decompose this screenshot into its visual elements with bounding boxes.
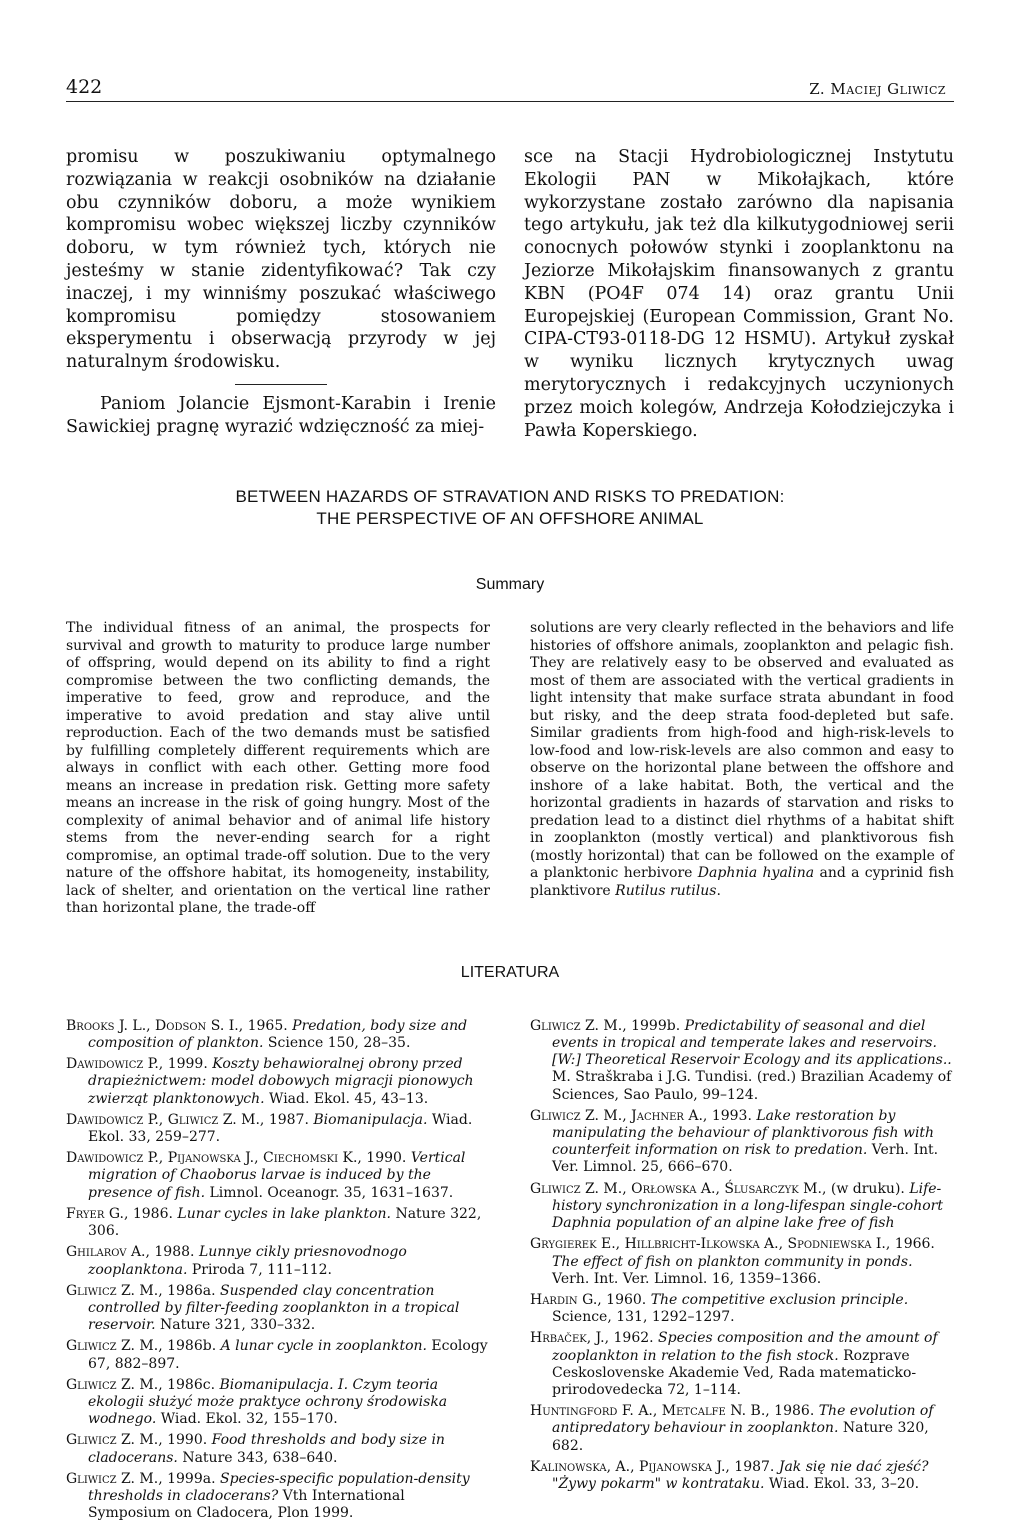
reference-title: Jak się nie dać zjeść? "Żywy pokarm" w kontrataku. (552, 1458, 929, 1492)
reference-entry (66, 1018, 490, 1052)
reference-source: Nature 321, 330–332. (155, 1317, 316, 1334)
intro-right-column (524, 146, 954, 442)
reference-year: 1987. (264, 1111, 314, 1128)
reference-entry (530, 1181, 954, 1233)
reference-year: 1986. (128, 1205, 178, 1222)
acknowledgement-paragraph: Paniom Jolancie Ejsmont-Karabin i Irenie Sawickiej pragnę wyrazić wdzięczność za miej- (66, 393, 496, 437)
english-title-line2: THE PERSPECTIVE OF AN OFFSHORE ANIMAL (316, 509, 704, 529)
reference-year: 1987. (729, 1458, 779, 1475)
species-name: Daphnia hyalina (697, 865, 815, 882)
intro-section (66, 146, 954, 442)
reference-source: Priroda 7, 111–112. (187, 1261, 333, 1278)
reference-title: Biomanipulacja. (313, 1111, 428, 1128)
summary-right-column (530, 620, 954, 918)
reference-year: 1999b. (626, 1017, 685, 1034)
reference-entry (530, 1292, 954, 1326)
reference-authors: Gliwicz Z. M., (530, 1017, 627, 1034)
reference-title: A lunar cycle in zooplankton. (220, 1338, 427, 1355)
summary-text-right-a: solutions are very clearly reflected in the behaviors and life histories of offshore animals, zooplankton and pelagic fish. They are relatively easy to be observed and evaluated as most of them are associated with the vertical gradients in light intensity that make surface strata abundant in food but risky, and the deep strata food-depleted but safe. Similar gradients from high-food and high-risk-levels to low-food and low-risk-levels are also common and easy to observe on the horizontal plane between the offshore and inshore of a lake habitat. Both, the vertical and the horizontal gradients in hazards of starvation and risks to predation lead to a distinct diel rhythms of a habitat shift in zooplankton (mostly vertical) and planktivorous fish (mostly horizontal) that can be followed on the example of a planktonic herbivore (530, 620, 954, 882)
reference-year: 1999. (163, 1056, 213, 1073)
reference-authors: Gliwicz Z. M., Jachner A., (530, 1107, 708, 1124)
reference-entry (66, 1244, 490, 1278)
summary-heading: Summary (475, 576, 545, 594)
reference-title: Suspended clay concentration controlled by filter-feeding zooplankton in a tropical reservoir. (88, 1282, 460, 1334)
reference-year: 1962. (609, 1330, 659, 1347)
summary-text-left: The individual fitness of an animal, the prospects for survival and growth to maturity to produce large number of offspring, would depend on its ability to find a right compromise between the two conflicting demands, the imperative to feed, grow and reproduce, and the imperative to avoid predation and stay alive until reproduction. Each of the two demands must be satisfied by fulfilling completely different requirements which are always in conflict with each other. Getting more food means an increase in predation risk. Getting more safety means an increase in the risk of going hungry. Most of the complexity of animal behavior and of animal life history stems from the never-ending search for a right compromise, an optimal trade-off solution. Due to the very nature of the offshore habitat, its homogeneity, instability, lack of shelter, and orientation on the vertical line rather than horizontal plane, the trade-off (66, 620, 490, 917)
reference-source: Wiad. Ekol. 45, 43–13. (264, 1090, 429, 1107)
reference-title: Lunar cycles in lake plankton. (177, 1205, 391, 1222)
reference-title: Food thresholds and body size in cladocerans. (88, 1432, 445, 1466)
reference-title: Predictability of seasonal and diel events in tropical and temperate lakes and reservoirs. [W:] Theoretical Reservoir Ecology and its applications.. (552, 1017, 952, 1069)
english-title-line1: BETWEEN HAZARDS OF STRAVATION AND RISKS TO PREDATION: (235, 487, 785, 507)
reference-entry (530, 1108, 954, 1177)
reference-year: 1965. (243, 1017, 293, 1034)
reference-authors: Gliwicz Z. M., (66, 1282, 163, 1299)
summary-text-right (530, 620, 954, 900)
reference-year: (w druku). (826, 1180, 910, 1197)
reference-authors: Grygierek E., Hillbricht-Ilkowska A., Spodniewska I., (530, 1236, 891, 1253)
reference-source: Nature 322, 306. (88, 1205, 482, 1240)
reference-title: The effect of fish on plankton community in ponds. (552, 1253, 913, 1270)
reference-title: Biomanipulacja. I. Czym teoria ekologii służyć może praktyce ochrony środowiska wodnego. (88, 1376, 448, 1428)
reference-source: Verh. Int. Ver. Limnol. 25, 666–670. (552, 1142, 939, 1176)
reference-year: 1988. (149, 1244, 199, 1261)
reference-entry (66, 1471, 490, 1523)
reference-title: Lunnye cikly priesnovodnogo zooplanktona. (88, 1244, 407, 1278)
reference-authors: Dawidowicz P., Gliwicz Z. M., (66, 1111, 265, 1128)
reference-authors: Brooks J. L., Dodson S. I., (66, 1017, 244, 1034)
reference-source: Ecology 67, 882–897. (88, 1338, 488, 1372)
reference-source: Science, 131, 1292–1297. (552, 1309, 735, 1326)
reference-title: Lake restoration by manipulating the behaviour of planktivorous fish with counterfeit information on risk to predation. (552, 1107, 935, 1159)
intro-paragraph: promisu w poszukiwaniu optymalnego rozwiązania w reakcji osobników na działanie obu czynników doboru, a może wynikiem kompromisu wobec większej liczby czynników doboru, w tym również tych, których nie jesteśmy w stanie zidentyfikować? Tak czy inaczej, i my winniśmy poszukać właściwego kompromisu pomiędzy stosowaniem eksperymentu i obserwacją przyrody w jej naturalnym środowisku. (66, 147, 496, 373)
species-name: Rutilus rutilus (615, 882, 717, 899)
reference-title: Species-specific population-density thresholds in cladocerans? (88, 1470, 470, 1504)
reference-source: Nature 343, 638–640. (177, 1449, 338, 1466)
reference-authors: Hrbaček, J., (530, 1330, 610, 1347)
summary-end: . (716, 882, 721, 899)
running-author: Z. Maciej Gliwicz (809, 80, 946, 98)
reference-source: Nature 320, 682. (552, 1420, 929, 1454)
reference-title: Predation, body size and composition of plankton. (88, 1017, 468, 1052)
reference-year: 1986c. (162, 1376, 220, 1393)
reference-authors: Ghilarov A., (66, 1244, 150, 1261)
reference-source: Rozprave Ceskoslovenske Akademie Ved, Rada matematicko-prirodovedecka 72, 1–114. (552, 1347, 917, 1398)
running-header (66, 76, 954, 102)
reference-entry (66, 1338, 490, 1372)
references-section (66, 1018, 954, 1526)
reference-year: 1999a. (162, 1470, 220, 1487)
summary-text-right-b: and a cyprinid fish planktivore (530, 865, 955, 899)
reference-year: 1966. (890, 1236, 935, 1253)
reference-authors: Gliwicz Z. M., (66, 1432, 163, 1449)
references-right-column (530, 1018, 954, 1526)
reference-entry (66, 1206, 490, 1240)
reference-year: 1986. (769, 1403, 819, 1420)
reference-title: The evolution of antipredatory behaviour in zooplankton. (552, 1403, 934, 1437)
page-number: 422 (66, 76, 103, 98)
reference-source: Science 150, 28–35. (263, 1035, 411, 1052)
reference-entry (66, 1377, 490, 1429)
reference-entry (66, 1150, 490, 1202)
reference-source: Wiad. Ekol. 33, 3–20. (764, 1475, 920, 1492)
summary-left-column (66, 620, 490, 918)
reference-year: 1990. (361, 1150, 411, 1167)
reference-year: 1960. (601, 1291, 651, 1308)
reference-title: Koszty behawioralnej obrony przed drapieżnictwem: model dobowych migracji pionowych zwierząt planktonowych. (88, 1056, 474, 1107)
reference-authors: Gliwicz Z. M., (66, 1338, 163, 1355)
reference-entry (530, 1236, 954, 1288)
summary-section (66, 620, 954, 918)
reference-source: Vth International Symposium on Cladocera, Plon 1999. (88, 1487, 405, 1522)
reference-source: M. Straškraba i J.G. Tundisi. (red.) Brazilian Academy of Sciences, Sao Paulo, 99–124. (552, 1069, 952, 1103)
reference-authors: Hardin G., (530, 1291, 602, 1308)
reference-year: 1990. (162, 1432, 212, 1449)
reference-title: Vertical migration of Chaoborus larvae is induced by the presence of fish. (88, 1150, 466, 1201)
reference-authors: Fryer G., (66, 1205, 129, 1222)
reference-year: 1986b. (162, 1338, 221, 1355)
reference-authors: Gliwicz Z. M., (66, 1376, 163, 1393)
reference-entry (66, 1112, 490, 1146)
literature-heading: LITERATURA (460, 963, 560, 981)
reference-entry (530, 1403, 954, 1455)
separator-line (235, 384, 327, 385)
reference-entry (66, 1056, 490, 1108)
reference-authors: Dawidowicz P., Pijanowska J., Ciechomski K., (66, 1150, 362, 1167)
reference-title: The competitive exclusion principle. (650, 1291, 909, 1308)
reference-authors: Gliwicz Z. M., (66, 1470, 163, 1487)
reference-entry (530, 1459, 954, 1493)
reference-authors: Huntingford F. A., Metcalfe N. B., (530, 1403, 770, 1420)
reference-source: Verh. Int. Ver. Limnol. 16, 1359–1366. (552, 1270, 822, 1287)
reference-authors: Gliwicz Z. M., Orłowska A., Ślusarczyk M., (530, 1180, 827, 1197)
references-left-column (66, 1018, 490, 1526)
reference-authors: Dawidowicz P., (66, 1056, 164, 1073)
reference-source: Wiad. Ekol. 33, 259–277. (88, 1111, 473, 1146)
intro-left-column (66, 146, 496, 442)
reference-year: 1993. (707, 1107, 757, 1124)
reference-title: Life-history synchronization in a long-lifespan single-cohort Daphnia population of an alpine lake free of fish (552, 1180, 943, 1232)
reference-source: Wiad. Ekol. 32, 155–170. (156, 1411, 338, 1428)
reference-source: Limnol. Oceanogr. 35, 1631–1637. (205, 1184, 454, 1201)
reference-authors: Kalinowska, A., Pijanowska J., (530, 1458, 730, 1475)
page (66, 76, 954, 1526)
reference-year: 1986a. (162, 1282, 220, 1299)
reference-title: Species composition and the amount of zooplankton in relation to the fish stock. (552, 1330, 938, 1364)
reference-entry (66, 1432, 490, 1466)
english-title (66, 486, 954, 530)
reference-entry (530, 1330, 954, 1399)
reference-entry (530, 1018, 954, 1104)
acknowledgement-continued: sce na Stacji Hydrobiologicznej Instytutu Ekologii PAN w Mikołajkach, które wykorzystane zostało zarówno dla napisania tego artykułu, jak też dla kilkutygodniowej serii conocnych połowów stynki i zooplanktonu na Jeziorze Mikołajskim finansowanych z grantu KBN (PO4F 074 14) oraz grantu Unii Europejskiej (European Commission, Grant No. CIPA-CT93-0118-DG 12 HSMU). Artykuł zyskał w wyniku licznych krytycznych uwag merytorycznych i redakcyjnych uczynionych przez moich kolegów, Andrzeja Kołodziejczyka i Pawła Koperskiego. (524, 147, 954, 441)
reference-entry (66, 1283, 490, 1335)
